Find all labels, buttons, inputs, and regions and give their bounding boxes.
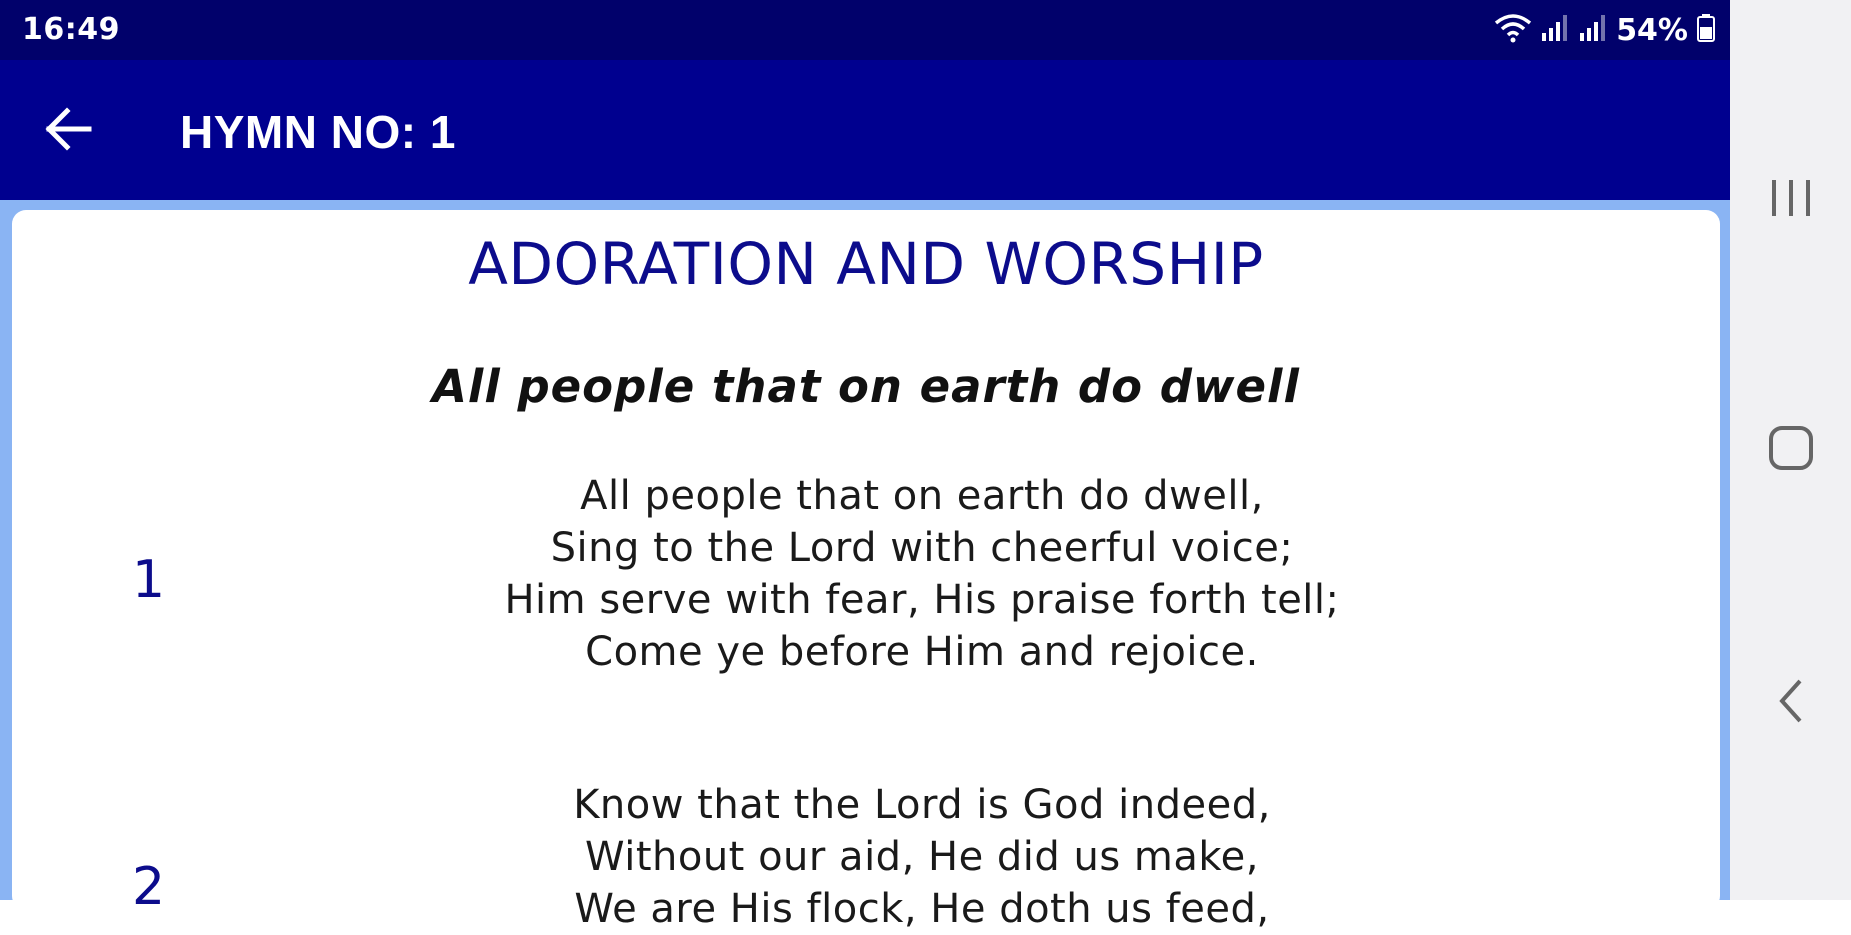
verse-line: Know that the Lord is God indeed, — [573, 782, 1271, 828]
verse-line: All people that on earth do dwell, — [580, 473, 1264, 519]
recent-apps-button[interactable] — [1730, 155, 1851, 245]
verse-line: Without our aid, He did us make, — [585, 834, 1259, 880]
verse-number: 2 — [132, 857, 166, 917]
content-frame — [0, 200, 1730, 932]
hymn-card[interactable] — [12, 210, 1720, 932]
signal-icon — [1540, 13, 1570, 48]
verse-line: Come ye before Him and rejoice. — [585, 629, 1259, 675]
verse-lines — [482, 470, 1362, 678]
home-icon — [1767, 424, 1815, 477]
status-bar — [0, 0, 1730, 60]
nav-back-button[interactable] — [1730, 658, 1851, 748]
verse-line: Him serve with fear, His praise forth tell; — [504, 577, 1340, 623]
verse-line: We are His flock, He doth us feed, — [574, 886, 1270, 932]
back-icon — [1776, 677, 1806, 730]
recent-apps-icon — [1768, 176, 1814, 225]
hymn-category: ADORATION AND WORSHIP — [468, 230, 1264, 298]
verse-lines — [482, 779, 1362, 935]
wifi-icon — [1494, 13, 1532, 48]
verse-line: Sing to the Lord with cheerful voice; — [550, 525, 1294, 571]
page-title: HYMN NO: 1 — [180, 106, 456, 158]
home-button[interactable] — [1730, 405, 1851, 495]
status-icons — [1494, 10, 1716, 50]
battery-percent: 54% — [1616, 12, 1688, 48]
app-bar — [0, 60, 1730, 200]
signal-icon — [1578, 13, 1608, 48]
hymn-title: All people that on earth do dwell — [432, 360, 1300, 413]
battery-icon — [1696, 13, 1716, 48]
arrow-left-icon — [43, 107, 93, 156]
back-button[interactable] — [28, 96, 108, 166]
system-nav-bar — [1730, 0, 1851, 900]
verse-number: 1 — [132, 550, 166, 610]
status-time: 16:49 — [22, 12, 120, 47]
